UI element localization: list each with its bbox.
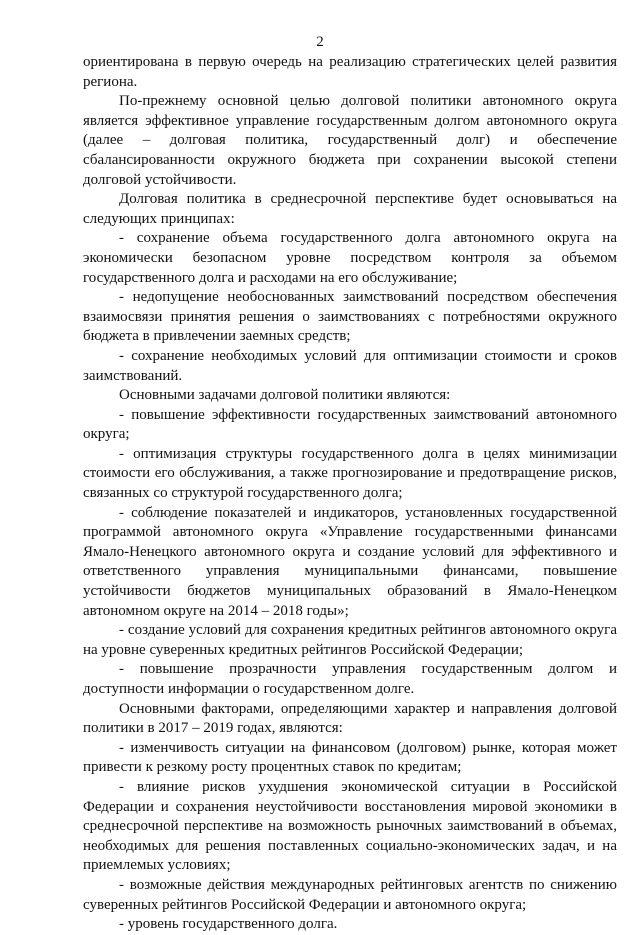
paragraph-factors-intro: Основными факторами, определяющими характер и направления долговой политики в 2017 – 2019 годах, являются: bbox=[83, 700, 617, 737]
document-body bbox=[83, 53, 617, 935]
principle-item-1: - сохранение объема государственного долга автономного округа на экономически безопасном уровне посредством контроля за объемом государственного долга и расходами на его обслуживание; bbox=[83, 230, 617, 286]
principle-item-2: - недопущение необоснованных заимствований посредством обеспечения взаимосвязи принятия решения о заимствованиях с потребностями окружного бюджета в привлечении заемных средств; bbox=[83, 289, 617, 345]
task-item-1: - повышение эффективности государственных заимствований автономного округа; bbox=[83, 406, 617, 443]
task-item-4: - создание условий для сохранения кредитных рейтингов автономного округа на уровне суверенных кредитных рейтингов Российской Федерации; bbox=[83, 622, 617, 658]
task-item-3: - соблюдение показателей и индикаторов, установленных государственной программой автономного округа «Управление государственными финансами Ямало-Ненецкого автономного округа и создание условий для эффективного и ответственного управления муниципальными финансами, повышение устойчивости бюджетов муниципальных образований в Ямало-Ненецком автономном округе на 2014 – 2018 годы»; bbox=[83, 504, 617, 619]
factor-item-1: - изменчивость ситуации на финансовом (долговом) рынке, которая может привести к резкому росту процентных ставок по кредитам; bbox=[83, 739, 617, 776]
page-number: 2 bbox=[316, 34, 324, 50]
principle-item-3: - сохранение необходимых условий для оптимизации стоимости и сроков заимствований. bbox=[83, 347, 617, 384]
paragraph-continuation: ориентирована в первую очередь на реализацию стратегических целей развития региона. bbox=[83, 54, 617, 90]
factor-item-2: - влияние рисков ухудшения экономической ситуации в Российской Федерации и сохранения неустойчивости восстановления мировой экономики в среднесрочной перспективе на возможность рыночных заимствований в объемах, необходимых для решения поставленных социально-экономических задач, и на приемлемых условиях; bbox=[83, 778, 617, 874]
factor-item-3: - возможные действия международных рейтинговых агентств по снижению суверенных рейтингов Российской Федерации и автономного округа; bbox=[83, 876, 617, 913]
task-item-5: - повышение прозрачности управления государственным долгом и доступности информации о государственном долге. bbox=[83, 661, 617, 697]
paragraph-principles-intro: Долговая политика в среднесрочной перспективе будет основываться на следующих принципах: bbox=[83, 191, 617, 227]
paragraph-tasks-intro: Основными задачами долговой политики являются: bbox=[119, 387, 451, 404]
factor-item-4: - уровень государственного долга. bbox=[119, 916, 338, 933]
paragraph-main-goal: По-прежнему основной целью долговой политики автономного округа является эффективное управление государственным долгом автономного округа (далее – долговая политика, государственный долг) и обеспечение сбалансированности окружного бюджета при сохранении высокой степени долговой устойчивости. bbox=[83, 93, 617, 188]
task-item-2: - оптимизация структуры государственного долга в целях минимизации стоимости его обслуживания, а также прогнозирование и предотвращение рисков, связанных со структурой государственного долга; bbox=[83, 445, 617, 502]
